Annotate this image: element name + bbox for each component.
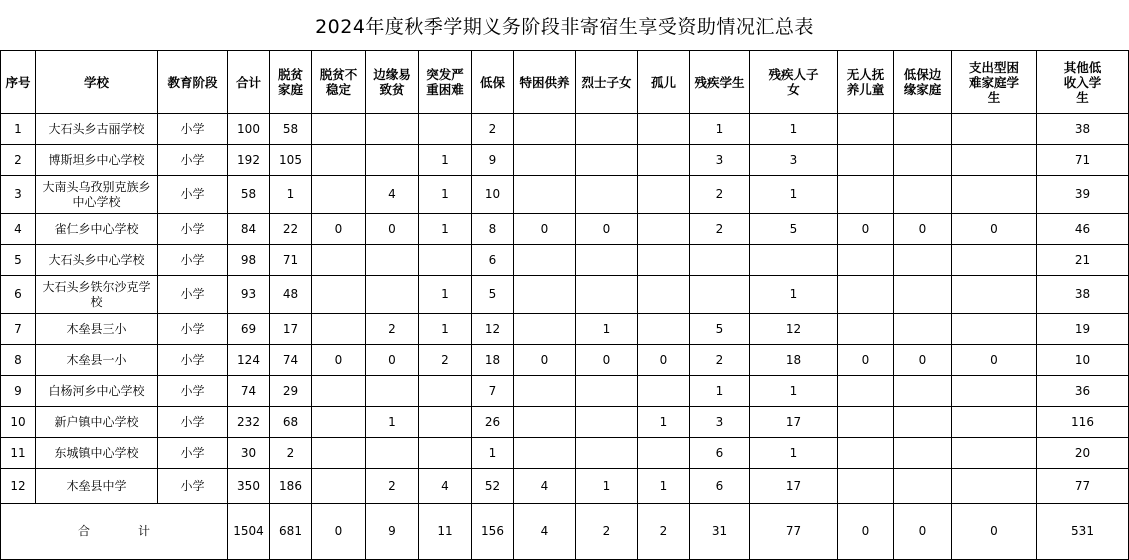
- poverty-family-count: 74: [270, 345, 312, 376]
- total-count: 100: [228, 114, 270, 145]
- orphan-count: 0: [638, 345, 690, 376]
- unstable-count: [312, 314, 366, 345]
- header-cell: 残疾人子 女: [750, 51, 838, 114]
- education-stage: 小学: [158, 276, 228, 314]
- disabled-student-count: 3: [690, 145, 750, 176]
- unsupported-child-count: [838, 276, 894, 314]
- disabled-student-count: 1: [690, 376, 750, 407]
- low-income-marginal-count: [894, 376, 952, 407]
- other-low-income-count: 71: [1037, 145, 1129, 176]
- marginal-count: 0: [366, 345, 419, 376]
- orphan-count: [638, 438, 690, 469]
- poverty-family-count: 17: [270, 314, 312, 345]
- total-count: 124: [228, 345, 270, 376]
- row-number: 1: [1, 114, 36, 145]
- total-count: 58: [228, 176, 270, 214]
- row-number: 3: [1, 176, 36, 214]
- unsupported-child-count: [838, 145, 894, 176]
- poverty-family-count: 1: [270, 176, 312, 214]
- martyr-children-count: 0: [576, 345, 638, 376]
- expenditure-hardship-count: [952, 407, 1037, 438]
- unsupported-child-count: [838, 407, 894, 438]
- martyr-children-count: 0: [576, 214, 638, 245]
- header-cell: 残疾学生: [690, 51, 750, 114]
- low-income-count: 9: [472, 145, 514, 176]
- marginal-count: [366, 376, 419, 407]
- expenditure-hardship-count: [952, 114, 1037, 145]
- total-count: 74: [228, 376, 270, 407]
- disabled-parent-child-count: 17: [750, 469, 838, 504]
- unsupported-child-count: 0: [838, 345, 894, 376]
- special-support-count: 4: [514, 504, 576, 560]
- poverty-family-count: 22: [270, 214, 312, 245]
- total-count: 1504: [228, 504, 270, 560]
- total-count: 232: [228, 407, 270, 438]
- special-support-count: [514, 438, 576, 469]
- table-row: [1, 245, 1129, 276]
- poverty-family-count: 105: [270, 145, 312, 176]
- header-cell: 低保边 缘家庭: [894, 51, 952, 114]
- school-name: 博斯坦乡中心学校: [36, 145, 158, 176]
- orphan-count: [638, 376, 690, 407]
- education-stage: 小学: [158, 438, 228, 469]
- special-support-count: 0: [514, 214, 576, 245]
- low-income-marginal-count: [894, 276, 952, 314]
- martyr-children-count: [576, 376, 638, 407]
- table-row: [1, 276, 1129, 314]
- martyr-children-count: [576, 245, 638, 276]
- table-row: [1, 145, 1129, 176]
- sudden-hardship-count: [419, 376, 472, 407]
- low-income-count: 2: [472, 114, 514, 145]
- unsupported-child-count: [838, 469, 894, 504]
- unsupported-child-count: [838, 114, 894, 145]
- marginal-count: 2: [366, 469, 419, 504]
- expenditure-hardship-count: [952, 145, 1037, 176]
- school-name: 雀仁乡中心学校: [36, 214, 158, 245]
- unstable-count: 0: [312, 214, 366, 245]
- poverty-family-count: 29: [270, 376, 312, 407]
- header-cell: 其他低 收入学 生: [1037, 51, 1129, 114]
- marginal-count: [366, 438, 419, 469]
- marginal-count: 0: [366, 214, 419, 245]
- low-income-count: 5: [472, 276, 514, 314]
- low-income-count: 12: [472, 314, 514, 345]
- school-name: 木垒县三小: [36, 314, 158, 345]
- low-income-marginal-count: [894, 176, 952, 214]
- unsupported-child-count: [838, 314, 894, 345]
- unstable-count: [312, 245, 366, 276]
- marginal-count: 9: [366, 504, 419, 560]
- disabled-parent-child-count: 17: [750, 407, 838, 438]
- low-income-marginal-count: [894, 314, 952, 345]
- unsupported-child-count: [838, 376, 894, 407]
- page-title: 2024年度秋季学期义务阶段非寄宿生享受资助情况汇总表: [315, 15, 814, 38]
- expenditure-hardship-count: [952, 438, 1037, 469]
- marginal-count: [366, 276, 419, 314]
- martyr-children-count: 2: [576, 504, 638, 560]
- low-income-count: 18: [472, 345, 514, 376]
- total-count: 69: [228, 314, 270, 345]
- header-cell: 特困供养: [514, 51, 576, 114]
- special-support-count: 0: [514, 345, 576, 376]
- unsupported-child-count: [838, 438, 894, 469]
- sudden-hardship-count: [419, 438, 472, 469]
- disabled-student-count: [690, 245, 750, 276]
- education-stage: 小学: [158, 314, 228, 345]
- low-income-marginal-count: 0: [894, 504, 952, 560]
- unstable-count: 0: [312, 345, 366, 376]
- header-row: [1, 51, 1129, 114]
- table-row: [1, 314, 1129, 345]
- low-income-count: 6: [472, 245, 514, 276]
- other-low-income-count: 10: [1037, 345, 1129, 376]
- total-count: 93: [228, 276, 270, 314]
- orphan-count: [638, 114, 690, 145]
- school-name: 木垒县中学: [36, 469, 158, 504]
- header-cell: 孤儿: [638, 51, 690, 114]
- education-stage: 小学: [158, 407, 228, 438]
- expenditure-hardship-count: 0: [952, 214, 1037, 245]
- disabled-student-count: 3: [690, 407, 750, 438]
- unstable-count: [312, 376, 366, 407]
- unsupported-child-count: [838, 245, 894, 276]
- orphan-count: 2: [638, 504, 690, 560]
- low-income-marginal-count: 0: [894, 345, 952, 376]
- row-number: 2: [1, 145, 36, 176]
- poverty-family-count: 2: [270, 438, 312, 469]
- other-low-income-count: 531: [1037, 504, 1129, 560]
- low-income-count: 1: [472, 438, 514, 469]
- table-row: [1, 345, 1129, 376]
- disabled-student-count: 2: [690, 214, 750, 245]
- low-income-marginal-count: [894, 438, 952, 469]
- marginal-count: [366, 145, 419, 176]
- header-cell: 无人抚 养儿童: [838, 51, 894, 114]
- school-name-text: 大南头乌孜别克族乡中心学校: [42, 179, 151, 209]
- row-number: 9: [1, 376, 36, 407]
- poverty-family-count: 681: [270, 504, 312, 560]
- special-support-count: [514, 245, 576, 276]
- other-low-income-count: 20: [1037, 438, 1129, 469]
- header-cell: 突发严 重困难: [419, 51, 472, 114]
- expenditure-hardship-count: [952, 176, 1037, 214]
- table-row: [1, 114, 1129, 145]
- other-low-income-count: 77: [1037, 469, 1129, 504]
- poverty-family-count: 186: [270, 469, 312, 504]
- orphan-count: [638, 245, 690, 276]
- martyr-children-count: [576, 438, 638, 469]
- disabled-student-count: 5: [690, 314, 750, 345]
- poverty-family-count: 68: [270, 407, 312, 438]
- disabled-parent-child-count: 1: [750, 176, 838, 214]
- low-income-count: 52: [472, 469, 514, 504]
- row-number: 4: [1, 214, 36, 245]
- disabled-parent-child-count: 12: [750, 314, 838, 345]
- header-cell: 脱贫不 稳定: [312, 51, 366, 114]
- disabled-student-count: 31: [690, 504, 750, 560]
- header-cell: 脱贫 家庭: [270, 51, 312, 114]
- other-low-income-count: 38: [1037, 114, 1129, 145]
- other-low-income-count: 116: [1037, 407, 1129, 438]
- table-row: [1, 469, 1129, 504]
- education-stage: 小学: [158, 469, 228, 504]
- disabled-student-count: 2: [690, 345, 750, 376]
- sudden-hardship-count: 2: [419, 345, 472, 376]
- disabled-parent-child-count: 1: [750, 276, 838, 314]
- low-income-count: 156: [472, 504, 514, 560]
- unstable-count: [312, 114, 366, 145]
- expenditure-hardship-count: [952, 469, 1037, 504]
- sudden-hardship-count: [419, 407, 472, 438]
- education-stage: 小学: [158, 176, 228, 214]
- martyr-children-count: 1: [576, 314, 638, 345]
- other-low-income-count: 36: [1037, 376, 1129, 407]
- total-count: 192: [228, 145, 270, 176]
- sudden-hardship-count: 11: [419, 504, 472, 560]
- disabled-student-count: 2: [690, 176, 750, 214]
- unsupported-child-count: 0: [838, 214, 894, 245]
- sudden-hardship-count: 1: [419, 276, 472, 314]
- summary-table: [0, 50, 1129, 560]
- row-number: 6: [1, 276, 36, 314]
- disabled-parent-child-count: 1: [750, 376, 838, 407]
- special-support-count: [514, 407, 576, 438]
- school-name: 木垒县一小: [36, 345, 158, 376]
- martyr-children-count: [576, 145, 638, 176]
- orphan-count: [638, 176, 690, 214]
- header-cell: 合计: [228, 51, 270, 114]
- orphan-count: [638, 145, 690, 176]
- low-income-marginal-count: 0: [894, 214, 952, 245]
- expenditure-hardship-count: 0: [952, 345, 1037, 376]
- total-count: 350: [228, 469, 270, 504]
- other-low-income-count: 39: [1037, 176, 1129, 214]
- martyr-children-count: [576, 407, 638, 438]
- martyr-children-count: 1: [576, 469, 638, 504]
- marginal-count: [366, 114, 419, 145]
- row-number: 12: [1, 469, 36, 504]
- marginal-count: 2: [366, 314, 419, 345]
- expenditure-hardship-count: [952, 245, 1037, 276]
- unstable-count: [312, 469, 366, 504]
- education-stage: 小学: [158, 345, 228, 376]
- low-income-marginal-count: [894, 114, 952, 145]
- school-name-text: 大石头乡铁尔沙克学校: [42, 279, 151, 309]
- poverty-family-count: 58: [270, 114, 312, 145]
- header-cell: 学校: [36, 51, 158, 114]
- education-stage: 小学: [158, 245, 228, 276]
- other-low-income-count: 46: [1037, 214, 1129, 245]
- unstable-count: [312, 407, 366, 438]
- total-label: 合 计: [1, 504, 228, 560]
- total-count: 30: [228, 438, 270, 469]
- header-cell: 低保: [472, 51, 514, 114]
- disabled-parent-child-count: 18: [750, 345, 838, 376]
- disabled-parent-child-count: 5: [750, 214, 838, 245]
- total-row: [1, 504, 1129, 560]
- school-name: [36, 276, 158, 314]
- martyr-children-count: [576, 114, 638, 145]
- unsupported-child-count: [838, 176, 894, 214]
- special-support-count: [514, 276, 576, 314]
- low-income-marginal-count: [894, 245, 952, 276]
- total-count: 84: [228, 214, 270, 245]
- other-low-income-count: 19: [1037, 314, 1129, 345]
- special-support-count: [514, 145, 576, 176]
- unsupported-child-count: 0: [838, 504, 894, 560]
- other-low-income-count: 38: [1037, 276, 1129, 314]
- unstable-count: [312, 438, 366, 469]
- header-cell: 边缘易 致贫: [366, 51, 419, 114]
- low-income-marginal-count: [894, 469, 952, 504]
- sudden-hardship-count: 4: [419, 469, 472, 504]
- orphan-count: 1: [638, 469, 690, 504]
- row-number: 7: [1, 314, 36, 345]
- disabled-parent-child-count: [750, 245, 838, 276]
- disabled-parent-child-count: 1: [750, 114, 838, 145]
- table-row: [1, 176, 1129, 214]
- orphan-count: [638, 276, 690, 314]
- header-cell: 烈士子女: [576, 51, 638, 114]
- disabled-parent-child-count: 1: [750, 438, 838, 469]
- disabled-parent-child-count: 3: [750, 145, 838, 176]
- martyr-children-count: [576, 176, 638, 214]
- table-row: [1, 438, 1129, 469]
- sudden-hardship-count: 1: [419, 314, 472, 345]
- low-income-count: 26: [472, 407, 514, 438]
- school-name: 新户镇中心学校: [36, 407, 158, 438]
- martyr-children-count: [576, 276, 638, 314]
- row-number: 5: [1, 245, 36, 276]
- school-name: 白杨河乡中心学校: [36, 376, 158, 407]
- special-support-count: 4: [514, 469, 576, 504]
- sudden-hardship-count: [419, 114, 472, 145]
- low-income-count: 7: [472, 376, 514, 407]
- education-stage: 小学: [158, 376, 228, 407]
- orphan-count: [638, 214, 690, 245]
- marginal-count: 1: [366, 407, 419, 438]
- table-row: [1, 214, 1129, 245]
- low-income-count: 10: [472, 176, 514, 214]
- sudden-hardship-count: 1: [419, 214, 472, 245]
- disabled-student-count: 6: [690, 469, 750, 504]
- special-support-count: [514, 114, 576, 145]
- education-stage: 小学: [158, 114, 228, 145]
- sudden-hardship-count: [419, 245, 472, 276]
- expenditure-hardship-count: [952, 314, 1037, 345]
- header-cell: 支出型困 难家庭学 生: [952, 51, 1037, 114]
- table-row: [1, 407, 1129, 438]
- row-number: 10: [1, 407, 36, 438]
- school-name: 大石头乡中心学校: [36, 245, 158, 276]
- unstable-count: [312, 276, 366, 314]
- marginal-count: [366, 245, 419, 276]
- orphan-count: 1: [638, 407, 690, 438]
- marginal-count: 4: [366, 176, 419, 214]
- education-stage: 小学: [158, 214, 228, 245]
- low-income-marginal-count: [894, 145, 952, 176]
- low-income-marginal-count: [894, 407, 952, 438]
- low-income-count: 8: [472, 214, 514, 245]
- expenditure-hardship-count: [952, 276, 1037, 314]
- education-stage: 小学: [158, 145, 228, 176]
- other-low-income-count: 21: [1037, 245, 1129, 276]
- special-support-count: [514, 376, 576, 407]
- disabled-student-count: [690, 276, 750, 314]
- school-name: [36, 176, 158, 214]
- orphan-count: [638, 314, 690, 345]
- expenditure-hardship-count: [952, 376, 1037, 407]
- poverty-family-count: 71: [270, 245, 312, 276]
- special-support-count: [514, 314, 576, 345]
- school-name: 大石头乡古丽学校: [36, 114, 158, 145]
- unstable-count: 0: [312, 504, 366, 560]
- unstable-count: [312, 176, 366, 214]
- disabled-parent-child-count: 77: [750, 504, 838, 560]
- header-cell: 教育阶段: [158, 51, 228, 114]
- expenditure-hardship-count: 0: [952, 504, 1037, 560]
- table-row: [1, 376, 1129, 407]
- sudden-hardship-count: 1: [419, 176, 472, 214]
- row-number: 8: [1, 345, 36, 376]
- school-name: 东城镇中心学校: [36, 438, 158, 469]
- sudden-hardship-count: 1: [419, 145, 472, 176]
- unstable-count: [312, 145, 366, 176]
- disabled-student-count: 1: [690, 114, 750, 145]
- row-number: 11: [1, 438, 36, 469]
- special-support-count: [514, 176, 576, 214]
- total-count: 98: [228, 245, 270, 276]
- poverty-family-count: 48: [270, 276, 312, 314]
- header-cell: 序号: [1, 51, 36, 114]
- disabled-student-count: 6: [690, 438, 750, 469]
